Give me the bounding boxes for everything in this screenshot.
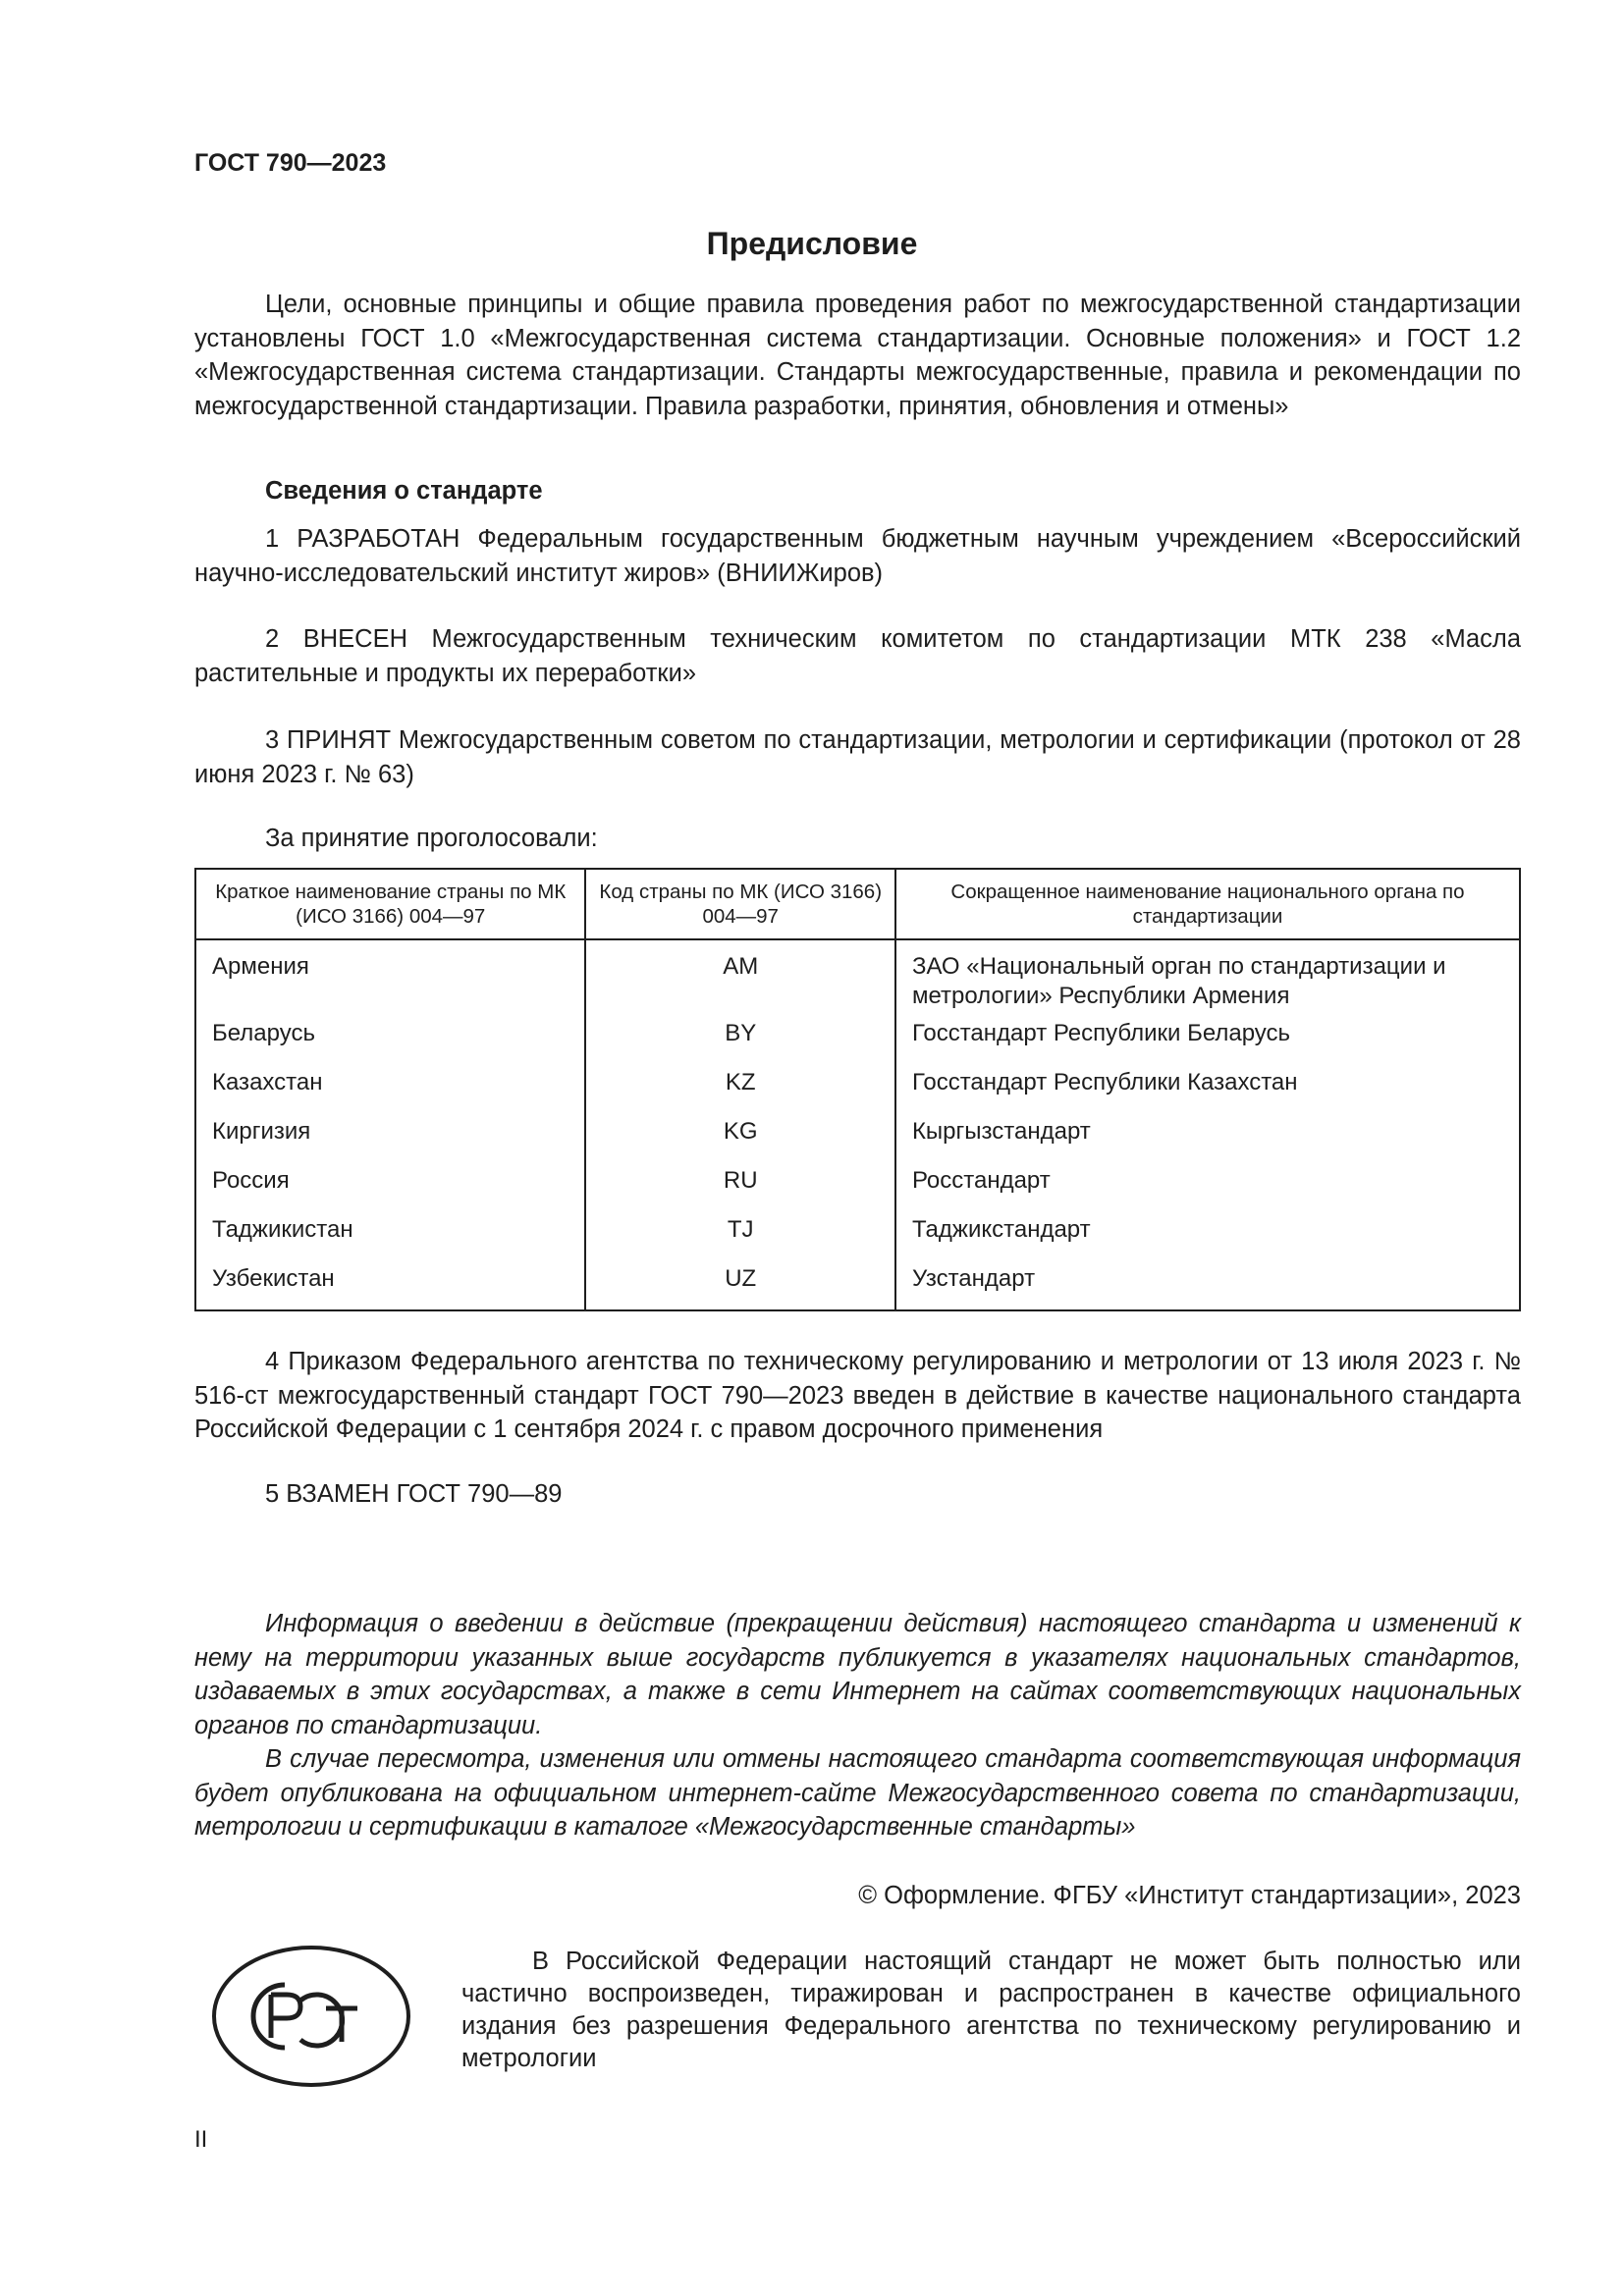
cell-body: Узстандарт bbox=[895, 1264, 1520, 1310]
cell-country: Россия bbox=[195, 1166, 585, 1215]
item-1 bbox=[194, 522, 1521, 590]
notice-paragraph-2 bbox=[194, 1742, 1521, 1844]
header-country: Краткое наименование страны по МК (ИСО 3166) 004—97 bbox=[195, 869, 585, 939]
cell-country: Киргизия bbox=[195, 1117, 585, 1166]
intro-text: Цели, основные принципы и общие правила проведения работ по межгосударственной стандартизации установлены ГОСТ 1.0 «Межгосударственная система стандартизации. Основные положения» и ГОСТ 1.2 «Межгосударственная система стандартизации. Стандарты межгосударственные, правила и рекомендации по межгосударственной стандартизации. Правила разработки, принятия, обновления и отмены» bbox=[194, 291, 1521, 420]
notice-paragraph-1 bbox=[194, 1607, 1521, 1742]
voting-table bbox=[194, 868, 1521, 1311]
cell-country: Беларусь bbox=[195, 1019, 585, 1068]
cell-country: Узбекистан bbox=[195, 1264, 585, 1310]
item-3 bbox=[194, 723, 1521, 791]
item-5: 5 ВЗАМЕН ГОСТ 790—89 bbox=[265, 1480, 563, 1508]
notice-2-text: В случае пересмотра, изменения или отмены настоящего стандарта соответствующая информация будет опубликована на официальном интернет-сайте Межгосударственного совета по стандартизации, метрологии и сертификации в каталоге «Межгосударственные стандарты» bbox=[194, 1745, 1521, 1841]
item-4 bbox=[194, 1345, 1521, 1447]
intro-paragraph bbox=[194, 288, 1521, 423]
cell-code: KG bbox=[585, 1117, 894, 1166]
info-heading: Сведения о стандарте bbox=[265, 477, 543, 505]
page-title: Предисловие bbox=[706, 226, 918, 261]
table-row bbox=[195, 1019, 1520, 1068]
cell-body: ЗАО «Национальный орган по стандартизации и метрологии» Республики Армения bbox=[895, 939, 1520, 1019]
cell-code: UZ bbox=[585, 1264, 894, 1310]
table-row bbox=[195, 1068, 1520, 1117]
pct-certification-mark-icon bbox=[210, 1944, 412, 2089]
document-code: ГОСТ 790—2023 bbox=[194, 149, 387, 177]
page-number: II bbox=[194, 2126, 208, 2153]
table-header-row bbox=[195, 869, 1520, 939]
cell-body: Госстандарт Республики Беларусь bbox=[895, 1019, 1520, 1068]
table-row bbox=[195, 1166, 1520, 1215]
copyright-line: © Оформление. ФГБУ «Институт стандартизации», 2023 bbox=[858, 1882, 1521, 1909]
cell-code: KZ bbox=[585, 1068, 894, 1117]
cell-body: Росстандарт bbox=[895, 1166, 1520, 1215]
table-row bbox=[195, 1117, 1520, 1166]
cell-body: Госстандарт Республики Казахстан bbox=[895, 1068, 1520, 1117]
cell-body: Кыргызстандарт bbox=[895, 1117, 1520, 1166]
cell-code: AM bbox=[585, 939, 894, 1019]
vote-intro: За принятие проголосовали: bbox=[265, 825, 598, 852]
table-row bbox=[195, 1215, 1520, 1264]
table-row bbox=[195, 1264, 1520, 1310]
item-3-text: 3 ПРИНЯТ Межгосударственным советом по стандартизации, метрологии и сертификации (протокол от 28 июня 2023 г. № 63) bbox=[194, 726, 1521, 788]
notice-1-text: Информация о введении в действие (прекращении действия) настоящего стандарта и изменений к нему на территории указанных выше государств публикуется в указателях национальных стандартов, издаваемых в этих государствах, а также в сети Интернет на сайтах соответствующих национальных органов по стандартизации. bbox=[194, 1610, 1521, 1739]
cell-body: Таджикстандарт bbox=[895, 1215, 1520, 1264]
table-row bbox=[195, 939, 1520, 1019]
rights-notice bbox=[461, 1946, 1521, 2075]
item-1-text: 1 РАЗРАБОТАН Федеральным государственным бюджетным научным учреждением «Всероссийский научно-исследовательский институт жиров» (ВНИИЖиров) bbox=[194, 525, 1521, 587]
cell-country: Таджикистан bbox=[195, 1215, 585, 1264]
header-body: Сокращенное наименование национального органа по стандартизации bbox=[895, 869, 1520, 939]
header-code: Код страны по МК (ИСО 3166) 004—97 bbox=[585, 869, 894, 939]
cell-code: BY bbox=[585, 1019, 894, 1068]
item-2-text: 2 ВНЕСЕН Межгосударственным техническим комитетом по стандартизации МТК 238 «Масла растительные и продукты их переработки» bbox=[194, 625, 1521, 687]
cell-country: Армения bbox=[195, 939, 585, 1019]
item-2 bbox=[194, 622, 1521, 690]
cell-code: RU bbox=[585, 1166, 894, 1215]
rights-text: В Российской Федерации настоящий стандарт не может быть полностью или частично воспроизведен, тиражирован и распространен в качестве официального издания без разрешения Федерального агентства по техническому регулированию и метрологии bbox=[461, 1948, 1521, 2072]
cell-code: TJ bbox=[585, 1215, 894, 1264]
cell-country: Казахстан bbox=[195, 1068, 585, 1117]
item-4-text: 4 Приказом Федерального агентства по техническому регулированию и метрологии от 13 июля 2023 г. № 516-ст межгосударственный стандарт ГОСТ 790—2023 введен в действие в качестве национального стандарта Российской Федерации с 1 сентября 2024 г. с правом досрочного применения bbox=[194, 1348, 1521, 1443]
